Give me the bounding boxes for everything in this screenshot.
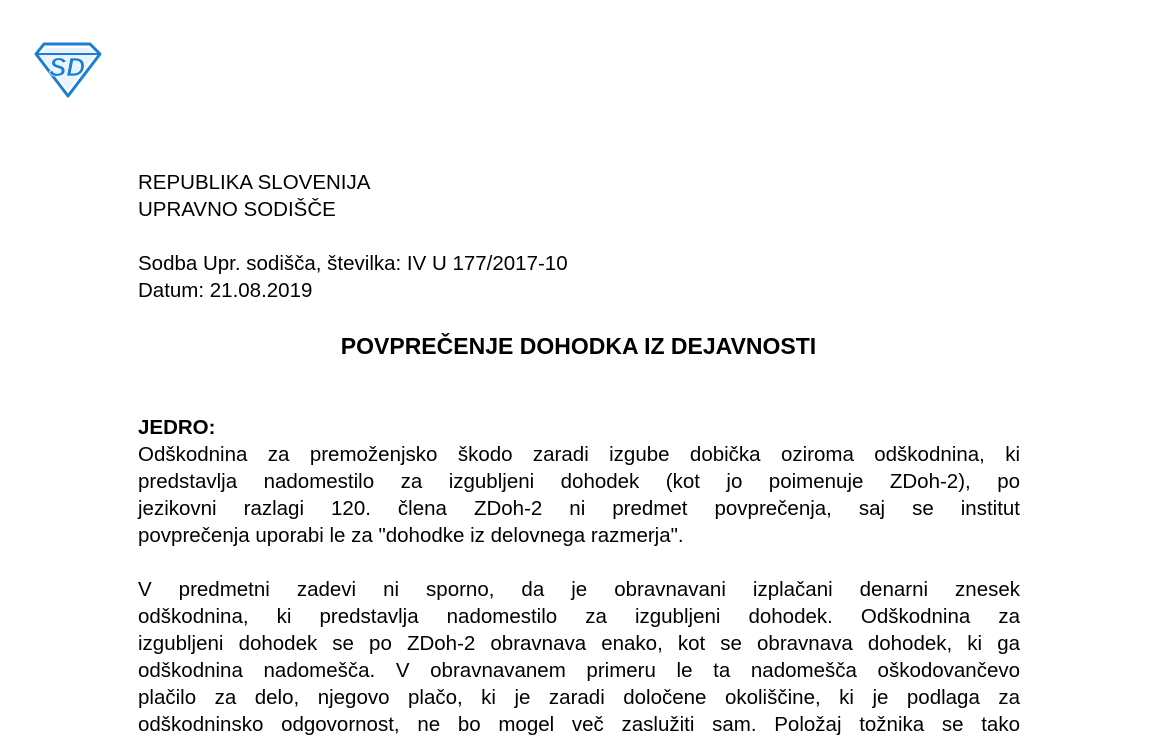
judgment-meta xyxy=(138,250,1020,304)
body-line: plačilo za delo, njegovo plačo, ki je zaradi določene okoliščine, ki je podlaga za xyxy=(138,686,1020,709)
jedro-paragraph xyxy=(138,441,1020,549)
judgment-number: Sodba Upr. sodišča, številka: IV U 177/2017-10 xyxy=(138,252,568,275)
body-line: odškodnina nadomešča. V obravnavanem primeru le ta nadomešča oškodovančevo xyxy=(138,659,1020,682)
body-line: V predmetni zadevi ni sporno, da je obravnavani izplačani denarni znesek xyxy=(138,578,1020,601)
body-line: odškodnina, ki predstavlja nadomestilo za izgubljeni dohodek. Odškodnina za xyxy=(138,605,1020,628)
body-paragraph-lines xyxy=(138,576,1020,738)
logo-text: SD xyxy=(48,52,86,82)
judgment-date: Datum: 21.08.2019 xyxy=(138,279,313,302)
body-line: izgubljeni dohodek se po ZDoh-2 obravnava enako, kot se obravnava dohodek, ki ga xyxy=(138,632,1020,655)
jedro-section xyxy=(138,414,1020,549)
header-line-republic: REPUBLIKA SLOVENIJA xyxy=(138,171,371,194)
jedro-label: JEDRO: xyxy=(138,416,216,439)
jedro-line: jezikovni razlagi 120. člena ZDoh-2 ni predmet povprečenja, saj se institut xyxy=(138,497,1020,520)
jedro-line: Odškodnina za premoženjsko škodo zaradi izgube dobička oziroma odškodnina, ki xyxy=(138,443,1020,466)
court-header xyxy=(138,169,1020,223)
jedro-line: predstavlja nadomestilo za izgubljeni dohodek (kot jo poimenuje ZDoh-2), po xyxy=(138,470,1020,493)
jedro-line: povprečenja uporabi le za "dohodke iz delovnega razmerja". xyxy=(138,524,684,547)
body-line: odškodninsko odgovornost, ne bo mogel več zaslužiti sam. Položaj tožnika se tako xyxy=(138,713,1020,736)
header-line-court: UPRAVNO SODIŠČE xyxy=(138,198,336,221)
document-title: POVPREČENJE DOHODKA IZ DEJAVNOSTI xyxy=(340,333,817,359)
court-logo-icon xyxy=(30,40,104,100)
body-paragraph xyxy=(138,576,1020,738)
